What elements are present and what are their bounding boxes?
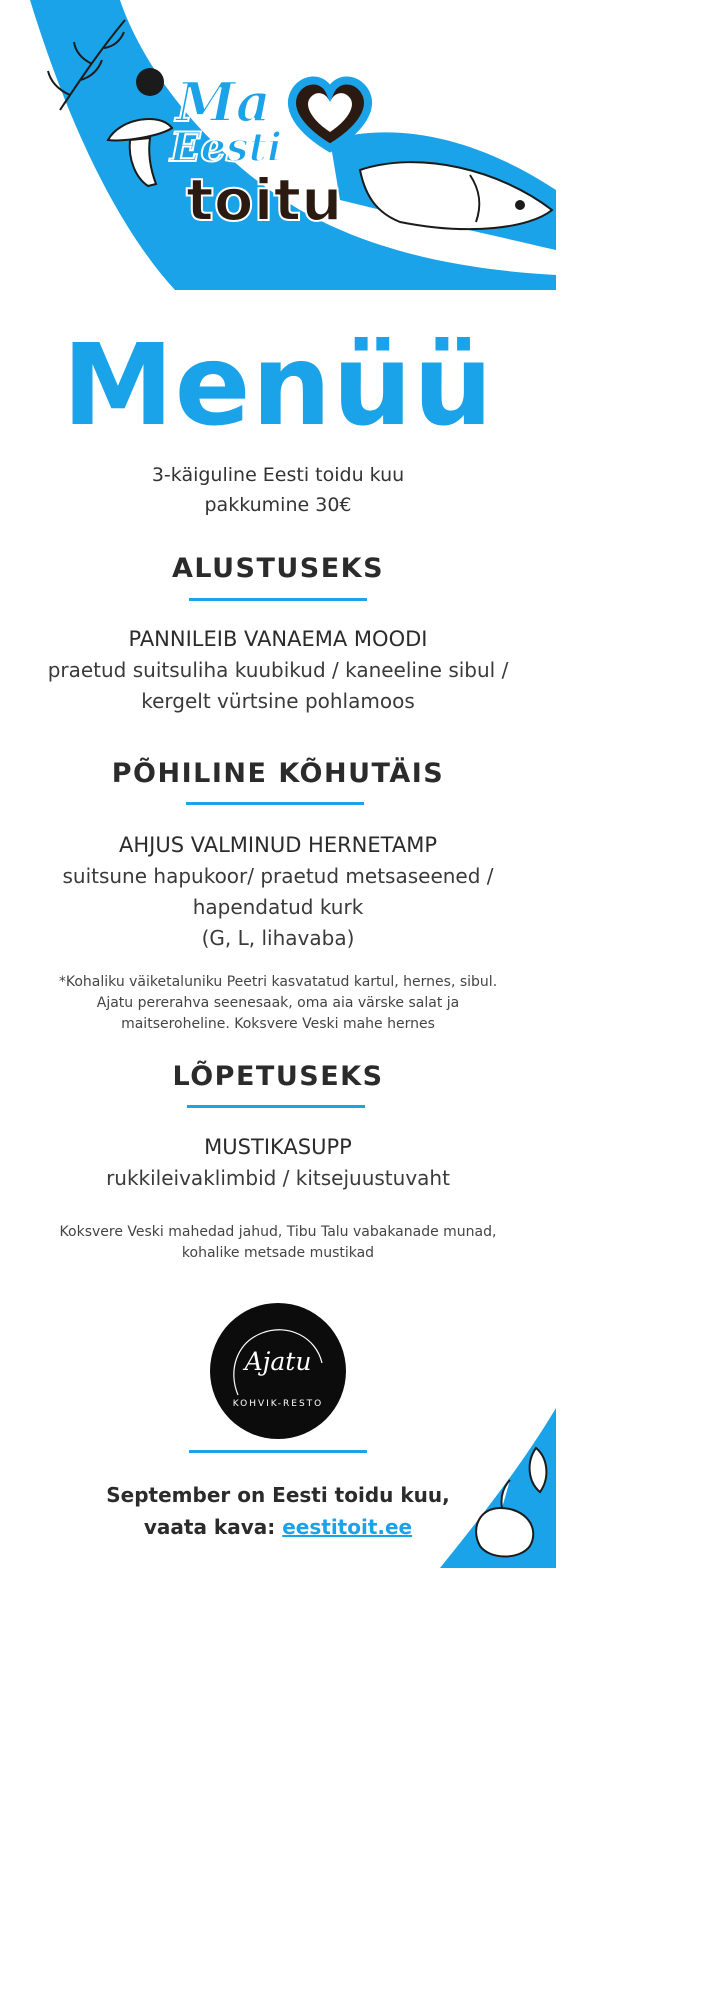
section-heading-dessert: LÕPETUSEKS (172, 1061, 384, 1092)
footer-rule (189, 1450, 367, 1453)
page-title: Menüü (62, 321, 494, 451)
note-line: Ajatu pererahva seenesaak, oma aia värske salat ja (96, 995, 460, 1011)
brand-ma: Ma (176, 70, 271, 134)
restaurant-name: Ajatu (244, 1347, 312, 1376)
section-rule (189, 598, 367, 601)
dish-desc-line: kergelt vürtsine pohlamoos (141, 689, 415, 713)
footer-line-2 (0, 1511, 556, 1543)
note-line: maitseroheline. Koksvere Veski mahe hernes (121, 1016, 435, 1032)
dish-desc-starter (0, 655, 556, 717)
dish-desc-line: rukkileivaklimbid / kitsejuustuvaht (106, 1166, 450, 1190)
dish-desc-line: (G, L, lihavaba) (201, 926, 355, 950)
note-line: *Kohaliku väiketaluniku Peetri kasvatatud kartul, hernes, sibul. (58, 974, 498, 990)
blue-swoosh-left (30, 0, 556, 290)
dish-desc-line: suitsune hapukoor/ praetud metsaseened / (62, 864, 494, 888)
section-heading-main: PÕHILINE KÕHUTÄIS (111, 758, 445, 789)
footer-prefix: vaata kava: (143, 1515, 283, 1539)
dish-name-starter: PANNILEIB VANAEMA MOODI (128, 627, 428, 651)
footer-line: September on Eesti toidu kuu, (106, 1483, 450, 1507)
brand-eesti: Eesti (170, 124, 283, 171)
subtitle-line: pakkumine 30€ (204, 494, 352, 516)
footer-text (0, 1479, 556, 1543)
brand-toitu: toitu (186, 166, 343, 234)
dish-desc-line: hapendatud kurk (192, 895, 364, 919)
dish-desc-line: praetud suitsuliha kuubikud / kaneeline sibul / (47, 658, 509, 682)
section-rule (186, 802, 364, 805)
dish-note-dessert (0, 1222, 556, 1264)
eestitoit-link[interactable]: eestitoit.ee (282, 1515, 413, 1539)
dish-desc-main (0, 861, 556, 954)
section-heading-starter: ALUSTUSEKS (171, 553, 385, 584)
restaurant-sub: KOHVIK-RESTO (232, 1399, 324, 1409)
dish-desc-dessert (0, 1163, 556, 1194)
subtitle (0, 460, 556, 520)
restaurant-logo (210, 1303, 346, 1439)
note-line: Koksvere Veski mahedad jahud, Tibu Talu vabakanade munad, (59, 1224, 497, 1240)
subtitle-line: 3-käiguline Eesti toidu kuu (151, 464, 405, 486)
mushroom-cap-icon (136, 68, 164, 96)
note-line: kohalike metsade mustikad (181, 1245, 375, 1261)
dish-name-main: AHJUS VALMINUD HERNETAMP (118, 833, 438, 857)
dish-name-dessert: MUSTIKASUPP (204, 1135, 352, 1159)
section-rule (187, 1105, 365, 1108)
dish-note-main (0, 972, 556, 1035)
